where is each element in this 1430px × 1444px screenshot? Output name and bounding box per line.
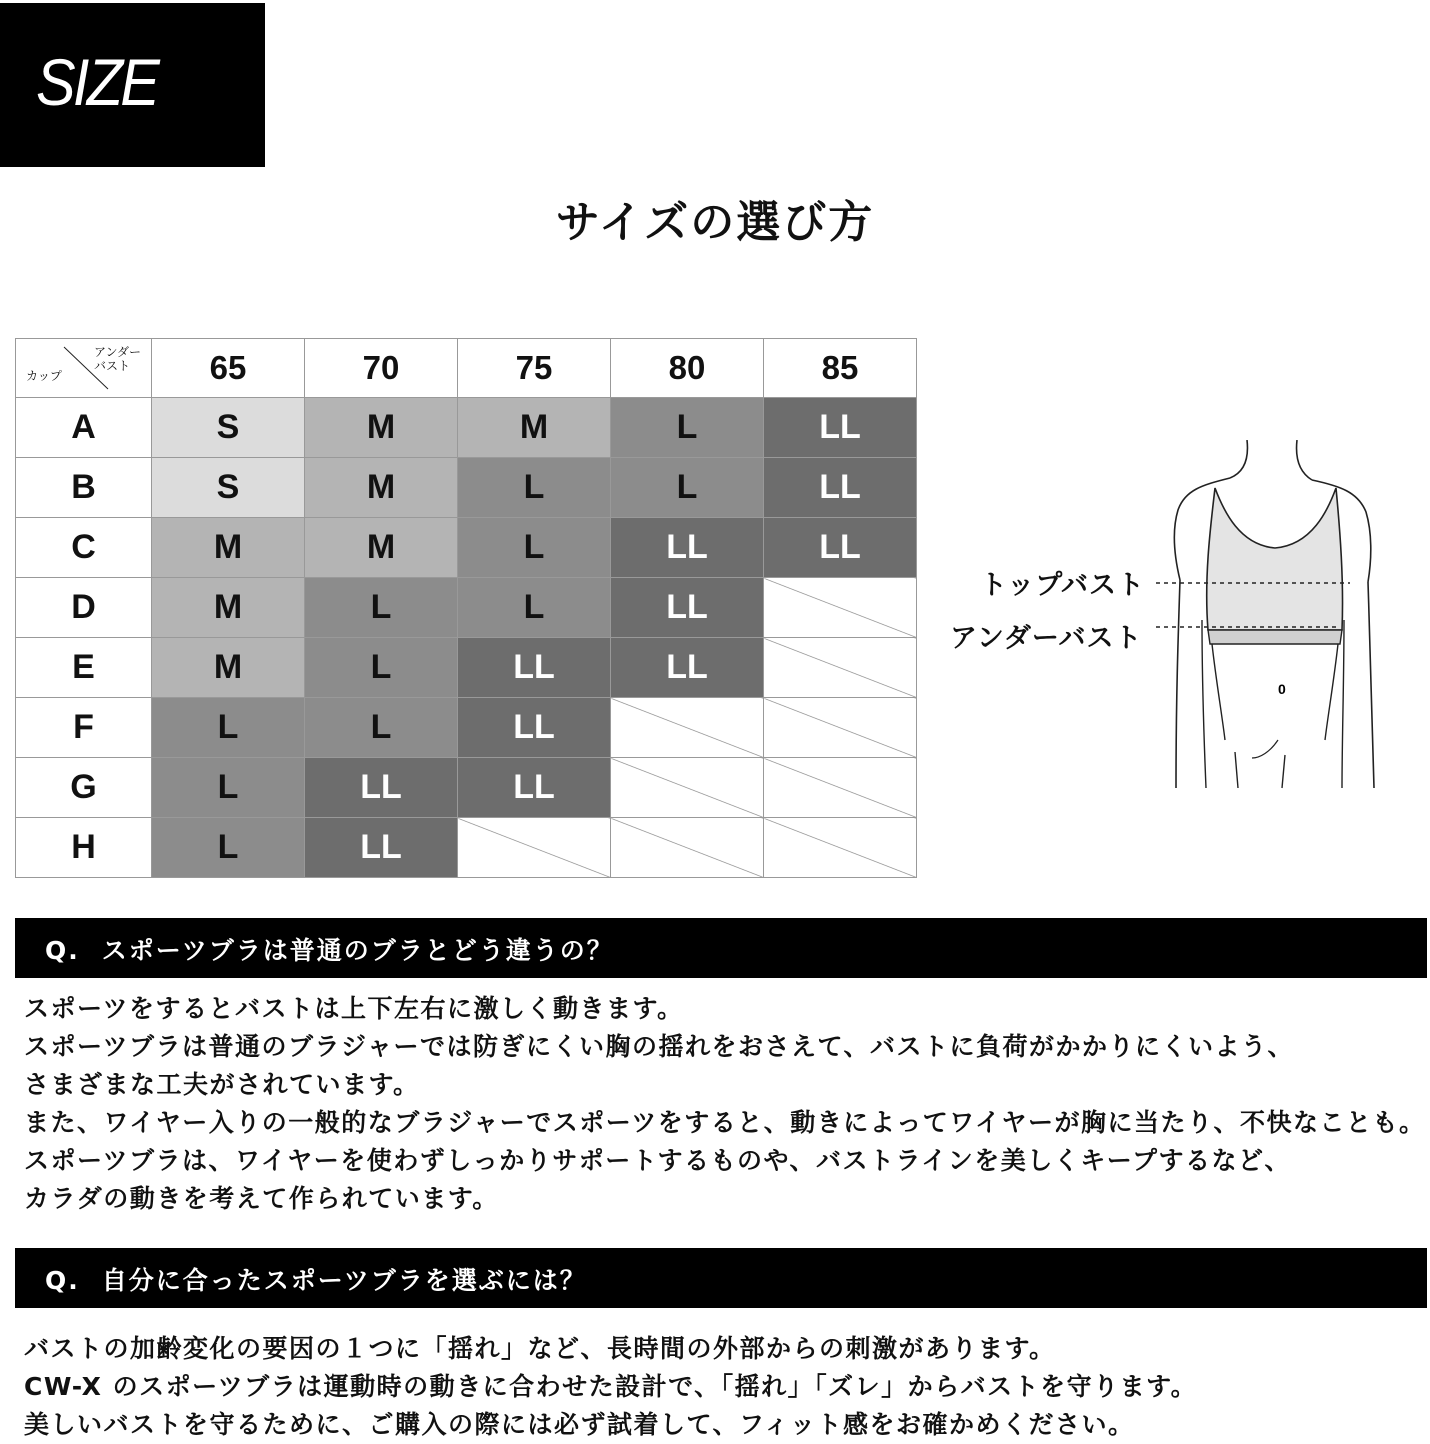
- size-cell: M: [305, 518, 458, 578]
- table-row: [16, 458, 917, 518]
- under-bust-label: アンダーバスト: [950, 623, 1143, 654]
- cup-label: G: [16, 758, 152, 818]
- size-cell: M: [458, 398, 611, 458]
- cup-label: F: [16, 698, 152, 758]
- answer-line: スポーツブラは、ワイヤーを使わずしっかりサポートするものや、バストラインを美しくキープするなど、: [24, 1146, 1292, 1175]
- size-cell: LL: [611, 578, 764, 638]
- size-cell: LL: [458, 758, 611, 818]
- size-cell: M: [305, 398, 458, 458]
- size-cell: M: [305, 458, 458, 518]
- size-cell: L: [152, 758, 305, 818]
- empty-cell: [611, 818, 764, 878]
- table-header-row: [16, 339, 917, 398]
- answer-line: バストの加齢変化の要因の１つに「揺れ」など、長時間の外部からの刺激があります。: [24, 1334, 1056, 1363]
- answer-line: また、ワイヤー入りの一般的なブラジャーでスポーツをすると、動きによってワイヤーが胸に当たり、不快なことも。: [24, 1108, 1426, 1137]
- column-header: 65: [152, 339, 305, 398]
- size-cell: L: [611, 458, 764, 518]
- column-header: 70: [305, 339, 458, 398]
- cup-label: E: [16, 638, 152, 698]
- answer-block: [24, 990, 1430, 1218]
- corner-under-label: アンダー バスト: [94, 345, 142, 373]
- size-cell: L: [458, 518, 611, 578]
- size-cell: L: [305, 578, 458, 638]
- answer-line: 美しいバストを守るために、ご購入の際には必ず試着して、フィット感をお確かめください。: [24, 1410, 1135, 1439]
- question-text: 自分に合ったスポーツブラを選ぶには？: [101, 1266, 587, 1295]
- body-measurement-figure: [940, 440, 1410, 800]
- size-cell: M: [152, 638, 305, 698]
- table-row: [16, 398, 917, 458]
- question-text: スポーツブラは普通のブラとどう違うの？: [101, 936, 614, 965]
- empty-cell: [611, 698, 764, 758]
- table-row: [16, 578, 917, 638]
- empty-cell: [764, 578, 917, 638]
- cup-label: H: [16, 818, 152, 878]
- size-cell: LL: [458, 638, 611, 698]
- table-row: [16, 698, 917, 758]
- column-header: 80: [611, 339, 764, 398]
- size-cell: L: [458, 578, 611, 638]
- corner-cup-label: カップ: [26, 369, 62, 383]
- size-cell: M: [152, 578, 305, 638]
- size-cell: S: [152, 398, 305, 458]
- table-row: [16, 638, 917, 698]
- question-mark-label: Q.: [45, 936, 80, 965]
- empty-cell: [764, 818, 917, 878]
- size-cell: L: [305, 698, 458, 758]
- table-row: [16, 818, 917, 878]
- column-header: 75: [458, 339, 611, 398]
- empty-cell: [764, 698, 917, 758]
- empty-cell: [458, 818, 611, 878]
- size-cell: L: [611, 398, 764, 458]
- cup-label: C: [16, 518, 152, 578]
- empty-cell: [764, 638, 917, 698]
- size-cell: LL: [764, 458, 917, 518]
- size-cell: LL: [611, 638, 764, 698]
- answer-line: スポーツをするとバストは上下左右に激しく動きます。: [24, 994, 684, 1023]
- empty-cell: [611, 758, 764, 818]
- answer-line: カラダの動きを考えて作られています。: [24, 1184, 499, 1213]
- size-cell: S: [152, 458, 305, 518]
- empty-cell: [764, 758, 917, 818]
- page-title: サイズの選び方: [555, 197, 875, 248]
- size-cell: LL: [458, 698, 611, 758]
- navel-mark: 0: [1278, 681, 1286, 697]
- size-chart-table: [15, 338, 917, 878]
- size-cell: L: [458, 458, 611, 518]
- cup-label: D: [16, 578, 152, 638]
- top-bust-label: トップバスト: [980, 570, 1146, 601]
- size-cell: L: [152, 818, 305, 878]
- question-bar: [15, 918, 1427, 978]
- table-corner-cell: [16, 339, 152, 398]
- size-cell: LL: [305, 758, 458, 818]
- table-row: [16, 758, 917, 818]
- size-cell: LL: [764, 398, 917, 458]
- column-header: 85: [764, 339, 917, 398]
- size-cell: L: [305, 638, 458, 698]
- size-cell: LL: [611, 518, 764, 578]
- cup-label: B: [16, 458, 152, 518]
- answer-line: CW-X のスポーツブラは運動時の動きに合わせた設計で、「揺れ」「ズレ」からバストを守ります。: [24, 1372, 1198, 1401]
- answer-block: [24, 1330, 1430, 1444]
- answer-line: さまざまな工夫がされています。: [24, 1070, 420, 1099]
- size-cell: M: [152, 518, 305, 578]
- cup-label: A: [16, 398, 152, 458]
- question-bar: [15, 1248, 1427, 1308]
- size-cell: LL: [764, 518, 917, 578]
- question-mark-label: Q.: [45, 1266, 80, 1295]
- size-cell: LL: [305, 818, 458, 878]
- answer-line: スポーツブラは普通のブラジャーでは防ぎにくい胸の揺れをおさえて、バストに負荷がかかりにくいよう、: [24, 1032, 1295, 1061]
- size-cell: L: [152, 698, 305, 758]
- table-row: [16, 518, 917, 578]
- size-header-block: [0, 3, 265, 167]
- size-label: SIZE: [36, 45, 158, 119]
